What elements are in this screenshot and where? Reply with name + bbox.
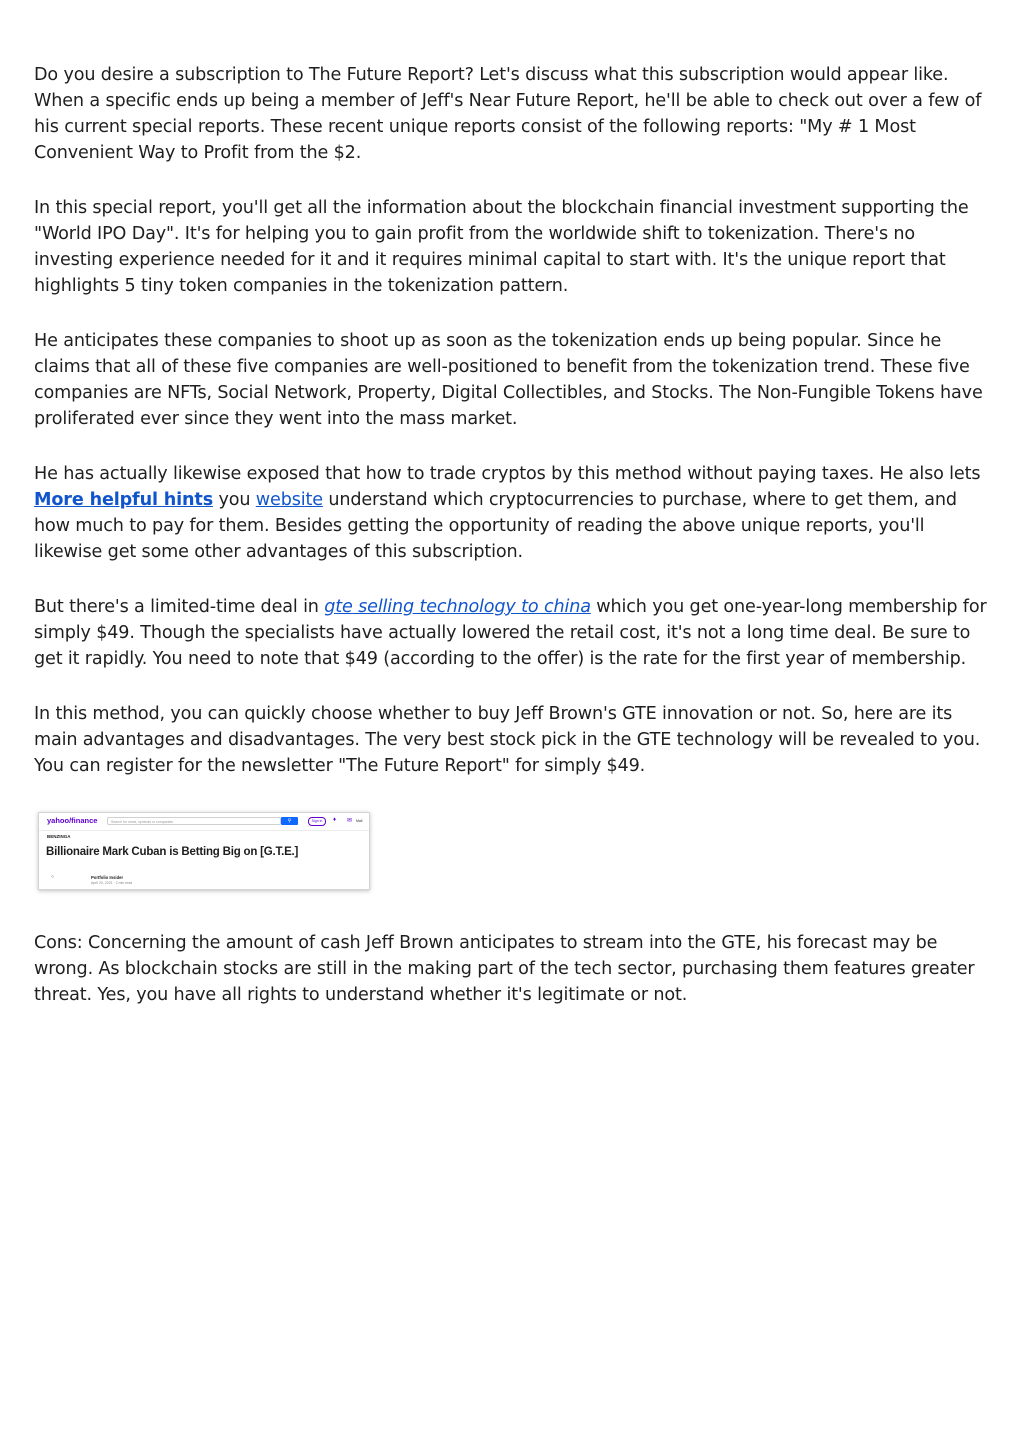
article-author: Portfolio Insider [91, 875, 124, 880]
yahoo-signin-button: Sign in [308, 817, 326, 826]
paragraph-6: In this method, you can quickly choose whether to buy Jeff Brown's GTE innovation or not. So, here are its main advantages and disadvantages. The very best stock pick in the GTE technology will be revealed to you. You can register for the newsletter "The Future Report" for simply $49. [34, 704, 981, 776]
more-helpful-hints-link[interactable]: More helpful hints [34, 490, 214, 510]
comment-icon: ○ [51, 874, 55, 880]
paragraph-3: He anticipates these companies to shoot up as soon as the tokenization ends up being popular. Since he claims that all of these five companies are well-positioned to benefit from the tokenization trend. These five companies are NFTs, Social Network, Property, Digital Collectibles, and Stocks. The Non-Fungible Tokens have proliferated ever since they went into the mass market. [34, 331, 983, 429]
yahoo-search-input: Search for news, symbols or companies [107, 817, 281, 825]
mail-icon: ✉ [347, 818, 353, 824]
paragraph-5 [34, 594, 994, 672]
yahoo-finance-logo: yahoo/finance [47, 816, 98, 825]
bell-icon: ♦ [333, 817, 337, 823]
article-date: April 20, 2021 · 2 min read [91, 881, 133, 885]
paragraph-2: In this special report, you'll get all the information about the blockchain financial investment supporting the "World IPO Day". It's for helping you to gain profit from the worldwide shift to tokenization. There's no investing experience needed for it and it requires minimal capital to start with. It's the unique report that highlights 5 tiny token companies in the tokenization pattern. [34, 198, 969, 296]
article-source: BENZINGA [47, 834, 71, 839]
paragraph-4-text-after: understand which cryptocurrencies to purchase, where to get them, and how much to pay for them. Besides getting the opportunity of reading the above unique reports, you'll likewise get some other advantages of this subscription. [34, 490, 957, 562]
yahoo-mail-label: Mail [356, 819, 363, 823]
gte-selling-technology-link[interactable]: gte selling technology to china [324, 597, 591, 617]
paragraph-4-text-middle: you [213, 490, 256, 510]
paragraph-7: Cons: Concerning the amount of cash Jeff Brown anticipates to stream into the GTE, his forecast may be wrong. As blockchain stocks are still in the making part of the tech sector, purchasing them features greater threat. Yes, you have all rights to understand whether it's legitimate or not. [34, 933, 975, 1005]
magnifier-icon: ⚲ [281, 817, 298, 825]
article-headline: Billionaire Mark Cuban is Betting Big on [G.T.E.] [46, 846, 299, 858]
paragraph-5-text-after: which you get one-year-long membership for simply $49. Though the specialists have actually lowered the retail cost, it's not a long time deal. Be sure to get it rapidly. You need to note that $49 (according to the offer) is the rate for the first year of membership. [34, 597, 987, 669]
paragraph-1: Do you desire a subscription to The Future Report? Let's discuss what this subscription would appear like. When a specific ends up being a member of Jeff's Near Future Report, he'll be able to check out over a few of his current special reports. These recent unique reports consist of the following reports: "My # 1 Most Convenient Way to Profit from the $2. [34, 65, 982, 163]
article-body [34, 62, 994, 1037]
paragraph-4-text-before: He has actually likewise exposed that how to trade cryptos by this method without paying taxes. He also lets [34, 464, 981, 484]
paragraph-5-text-before: But there's a limited-time deal in [34, 597, 325, 617]
yahoo-header-bar [39, 813, 369, 831]
website-link[interactable]: website [255, 490, 323, 510]
yahoo-finance-screenshot [38, 812, 370, 890]
paragraph-4 [34, 461, 994, 565]
